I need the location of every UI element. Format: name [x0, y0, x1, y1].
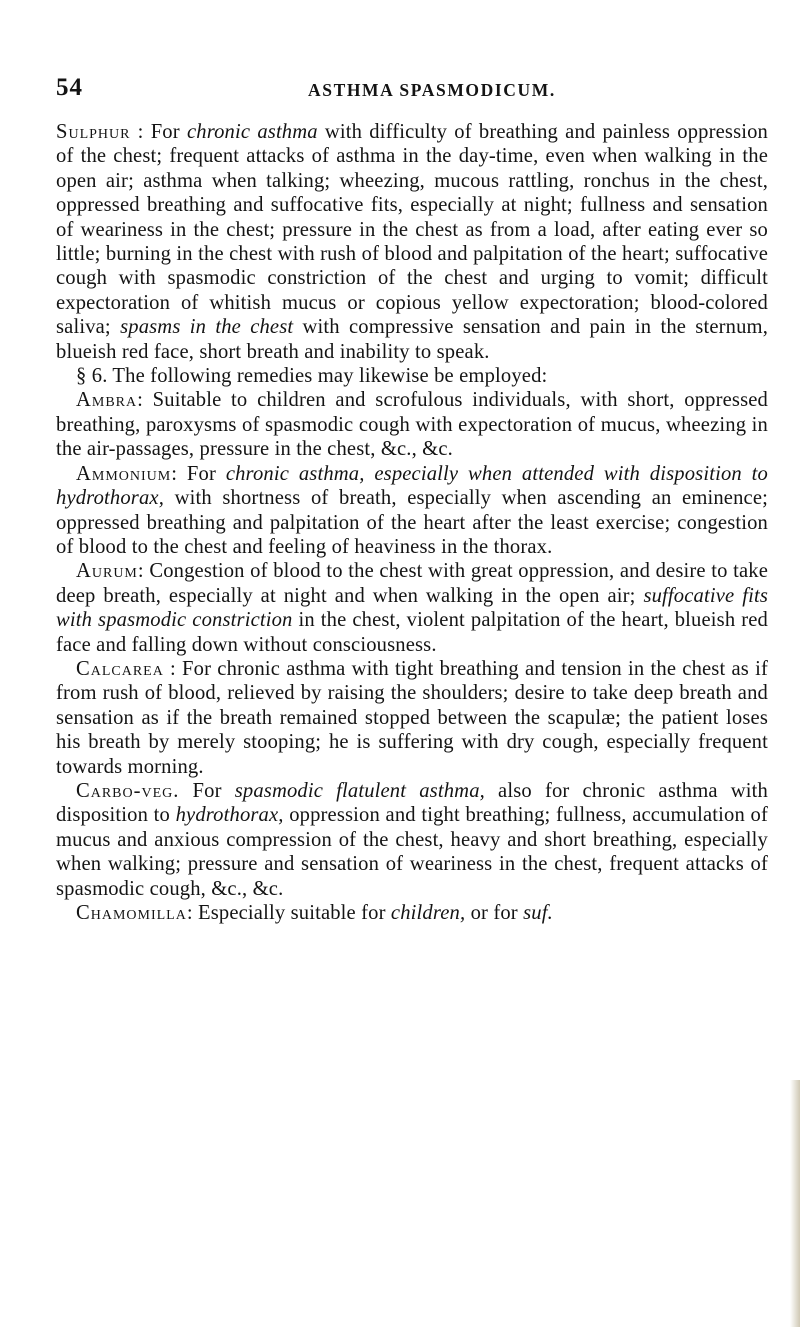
italic-text: hydrothorax,: [175, 804, 284, 827]
body-text-run: § 6. The following remedies may likewise be employed:: [76, 365, 548, 388]
italic-text: spasmodic flatulent asthma,: [234, 779, 485, 802]
body-text-run: : Especially suitable for: [186, 902, 391, 924]
body-text-run: in the chest, violent palpitation of the heart, blueish red face and falling down without consciousness.: [56, 609, 768, 656]
paragraph-calcarea: [56, 657, 768, 779]
body-text-run: or for: [465, 902, 524, 924]
italic-text: suffocative fits with spasmodic constriction: [56, 584, 768, 632]
italic-text: suf.: [523, 902, 553, 924]
paragraph-sulphur: [56, 120, 768, 364]
page-number: 54: [56, 74, 83, 101]
remedy-name: Ammonium: [76, 462, 172, 485]
remedy-name: Sulphur: [56, 121, 131, 143]
paragraph-carbo-veg: [56, 779, 768, 901]
paragraph-ambra: [56, 388, 768, 461]
body-text-run: oppression and tight breathing; fullness, accumulation of mucus and anxious compression of the chest, heavy and short breathing, especially when walking; pressure and sensation of weariness in the chest, frequent attacks of spasmodic cough, &c., &c.: [56, 804, 769, 900]
remedy-name: Carbo-veg.: [76, 779, 180, 802]
body-text-run: with shortness of breath, especially when ascending an eminence; oppressed breathing and palpitation of the heart after the least exercise; congestion of blood to the chest and feeling of heaviness in the thorax.: [56, 487, 768, 558]
paragraph-aurum: [56, 559, 768, 657]
body-text-run: : Congestion of blood to the chest with great oppression, and desire to take deep breath, especially at night and when walking in the open air;: [56, 560, 768, 607]
body-text: [56, 120, 768, 925]
body-text-run: For: [179, 779, 235, 802]
body-text-run: : For: [130, 121, 187, 143]
running-head: ASTHMA SPASMODICUM.: [308, 80, 556, 100]
remedy-name: Ambra: [76, 389, 138, 412]
paragraph-ammonium: [56, 462, 768, 560]
remedy-name: Aurum: [76, 560, 138, 583]
italic-text: spasms in the chest: [120, 316, 294, 339]
body-text-run: with compressive sensation and pain in the sternum, blueish red face, short breath and inability to speak.: [56, 316, 769, 363]
body-text-run: : Suitable to children and scrofulous individuals, with short, oppressed breathing, paroxysms of spasmodic cough with expectoration of mucus, wheezing in the air-passages, pressure in the chest, &c., &c.: [56, 389, 768, 461]
italic-text: children,: [390, 902, 466, 924]
remedy-name: Chamomilla: [76, 902, 187, 924]
paragraph-chamomilla: [56, 901, 768, 925]
paragraph-section-6: [56, 364, 768, 388]
italic-text: chronic asthma: [186, 121, 318, 143]
body-text-run: : For: [171, 462, 226, 485]
body-text-run: also for chronic asthma with disposition to: [56, 779, 768, 827]
body-text-run: with difficulty of breathing and painless oppression of the chest; frequent attacks of asthma in the day-time, even when walking in the open air; asthma when talking; wheezing, mucous rattling, ronchus in the chest, oppressed breathing and suffocative fits, especially at night; fullness and sensation of weariness in the chest; pressure in the chest as from a load, after eating ever so little; burning in the chest with rush of blood and palpitation of the heart; suffocative cough with spasmodic constriction of the chest and urging to vomit; difficult expectoration of whitish mucus or copious yellow expectoration; blood-colored saliva;: [56, 121, 769, 339]
remedy-name: Calcarea: [76, 657, 164, 680]
page-edge-shadow: [790, 1080, 800, 1327]
body-text-run: : For chronic asthma with tight breathing and tension in the chest as if from rush of blood, relieved by raising the shoulders; desire to take deep breath and sensation as if the breath remained stopped between the scapulæ; the patient loses his breath by merely stooping; he is suffering with dry cough, especially frequent towards morning.: [56, 657, 768, 778]
italic-text: chronic asthma, especially when attended with disposition to hydrothorax,: [56, 462, 768, 510]
